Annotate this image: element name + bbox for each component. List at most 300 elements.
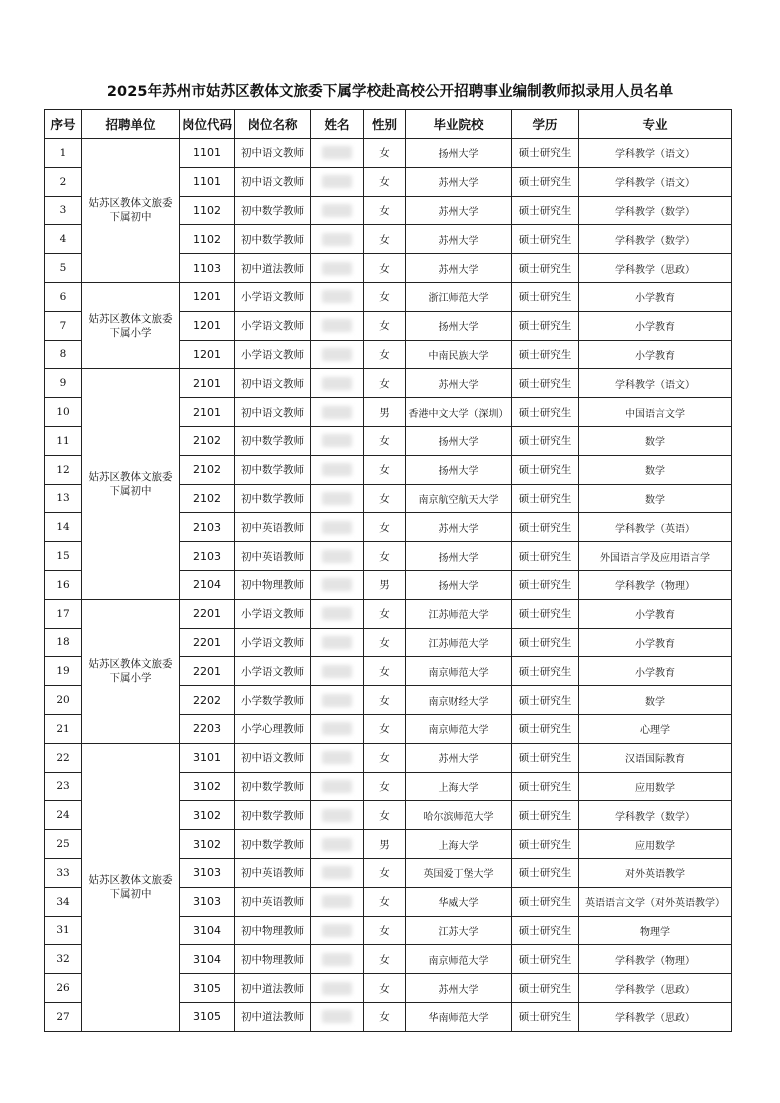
cell-sex: 女 [364, 196, 406, 225]
cell-post: 小学语文教师 [235, 282, 311, 311]
cell-school: 南京航空航天大学 [406, 484, 512, 513]
cell-no: 15 [45, 542, 82, 571]
cell-post: 初中英语教师 [235, 887, 311, 916]
cell-name [311, 311, 364, 340]
cell-sex: 女 [364, 167, 406, 196]
cell-major: 应用数学 [579, 772, 732, 801]
redacted-name [322, 319, 352, 332]
cell-degree: 硕士研究生 [512, 311, 579, 340]
cell-name [311, 714, 364, 743]
cell-sex: 女 [364, 455, 406, 484]
cell-degree: 硕士研究生 [512, 628, 579, 657]
cell-school: 香港中文大学（深圳） [406, 398, 512, 427]
cell-name [311, 398, 364, 427]
cell-degree: 硕士研究生 [512, 830, 579, 859]
cell-school: 南京师范大学 [406, 714, 512, 743]
cell-school: 苏州大学 [406, 196, 512, 225]
redacted-name [322, 233, 352, 246]
cell-code: 2102 [180, 455, 235, 484]
cell-no: 26 [45, 974, 82, 1003]
cell-school: 扬州大学 [406, 542, 512, 571]
cell-code: 2101 [180, 369, 235, 398]
cell-code: 3104 [180, 945, 235, 974]
header-school: 毕业院校 [406, 110, 512, 139]
redacted-name [322, 550, 352, 563]
cell-post: 初中数学教师 [235, 801, 311, 830]
cell-code: 2202 [180, 686, 235, 715]
cell-code: 1101 [180, 139, 235, 168]
cell-code: 2104 [180, 570, 235, 599]
cell-sex: 女 [364, 743, 406, 772]
cell-sex: 女 [364, 225, 406, 254]
cell-no: 14 [45, 513, 82, 542]
cell-unit: 姑苏区教体文旅委下属小学 [82, 599, 180, 743]
cell-name [311, 513, 364, 542]
cell-major: 小学教育 [579, 599, 732, 628]
redacted-name [322, 866, 352, 879]
cell-degree: 硕士研究生 [512, 225, 579, 254]
cell-name [311, 225, 364, 254]
cell-degree: 硕士研究生 [512, 570, 579, 599]
cell-code: 1102 [180, 225, 235, 254]
header-major: 专业 [579, 110, 732, 139]
cell-school: 江苏师范大学 [406, 628, 512, 657]
redacted-name [322, 492, 352, 505]
cell-school: 南京财经大学 [406, 686, 512, 715]
cell-school: 浙江师范大学 [406, 282, 512, 311]
table-row [45, 599, 732, 628]
cell-no: 2 [45, 167, 82, 196]
cell-name [311, 254, 364, 283]
cell-code: 3102 [180, 772, 235, 801]
cell-sex: 女 [364, 484, 406, 513]
cell-major: 学科教学（数学） [579, 801, 732, 830]
cell-school: 苏州大学 [406, 369, 512, 398]
cell-name [311, 858, 364, 887]
redacted-name [322, 463, 352, 476]
header-unit: 招聘单位 [82, 110, 180, 139]
cell-no: 18 [45, 628, 82, 657]
cell-sex: 女 [364, 254, 406, 283]
cell-degree: 硕士研究生 [512, 945, 579, 974]
cell-post: 小学语文教师 [235, 657, 311, 686]
cell-name [311, 945, 364, 974]
cell-code: 3104 [180, 916, 235, 945]
cell-code: 3103 [180, 858, 235, 887]
cell-major: 学科教学（语文） [579, 369, 732, 398]
cell-school: 上海大学 [406, 830, 512, 859]
cell-code: 3101 [180, 743, 235, 772]
redacted-name [322, 780, 352, 793]
cell-name [311, 196, 364, 225]
cell-school: 哈尔滨师范大学 [406, 801, 512, 830]
cell-name [311, 974, 364, 1003]
cell-name [311, 426, 364, 455]
cell-major: 心理学 [579, 714, 732, 743]
cell-sex: 女 [364, 974, 406, 1003]
cell-degree: 硕士研究生 [512, 167, 579, 196]
cell-post: 小学心理教师 [235, 714, 311, 743]
header-row [45, 110, 732, 139]
cell-code: 2203 [180, 714, 235, 743]
cell-major: 小学教育 [579, 311, 732, 340]
cell-post: 小学语文教师 [235, 599, 311, 628]
cell-code: 3102 [180, 801, 235, 830]
cell-sex: 女 [364, 369, 406, 398]
cell-sex: 女 [364, 657, 406, 686]
table-row [45, 139, 732, 168]
cell-degree: 硕士研究生 [512, 340, 579, 369]
cell-no: 9 [45, 369, 82, 398]
cell-school: 江苏大学 [406, 916, 512, 945]
cell-school: 上海大学 [406, 772, 512, 801]
cell-post: 初中英语教师 [235, 513, 311, 542]
cell-school: 苏州大学 [406, 743, 512, 772]
cell-code: 3105 [180, 974, 235, 1003]
table-body [45, 139, 732, 1032]
cell-major: 学科教学（思政） [579, 254, 732, 283]
cell-sex: 女 [364, 311, 406, 340]
cell-name [311, 167, 364, 196]
cell-school: 扬州大学 [406, 455, 512, 484]
header-code: 岗位代码 [180, 110, 235, 139]
redacted-name [322, 982, 352, 995]
cell-code: 2103 [180, 542, 235, 571]
cell-school: 苏州大学 [406, 225, 512, 254]
cell-no: 25 [45, 830, 82, 859]
cell-unit: 姑苏区教体文旅委下属初中 [82, 139, 180, 283]
cell-degree: 硕士研究生 [512, 196, 579, 225]
page-title: 2025年苏州市姑苏区教体文旅委下属学校赴高校公开招聘事业编制教师拟录用人员名单 [106, 84, 674, 100]
cell-code: 1101 [180, 167, 235, 196]
cell-degree: 硕士研究生 [512, 1002, 579, 1031]
cell-school: 扬州大学 [406, 311, 512, 340]
cell-post: 初中道法教师 [235, 254, 311, 283]
header-post: 岗位名称 [235, 110, 311, 139]
cell-code: 2201 [180, 657, 235, 686]
cell-post: 小学数学教师 [235, 686, 311, 715]
cell-no: 31 [45, 916, 82, 945]
cell-name [311, 628, 364, 657]
cell-degree: 硕士研究生 [512, 484, 579, 513]
cell-major: 数学 [579, 455, 732, 484]
cell-school: 江苏师范大学 [406, 599, 512, 628]
cell-school: 华威大学 [406, 887, 512, 916]
cell-degree: 硕士研究生 [512, 426, 579, 455]
cell-major: 学科教学（物理） [579, 945, 732, 974]
cell-major: 中国语言文学 [579, 398, 732, 427]
cell-no: 19 [45, 657, 82, 686]
cell-school: 扬州大学 [406, 570, 512, 599]
cell-post: 初中英语教师 [235, 858, 311, 887]
cell-code: 1103 [180, 254, 235, 283]
cell-no: 23 [45, 772, 82, 801]
cell-sex: 女 [364, 542, 406, 571]
redacted-name [322, 895, 352, 908]
redacted-name [322, 924, 352, 937]
cell-school: 苏州大学 [406, 254, 512, 283]
cell-post: 初中语文教师 [235, 743, 311, 772]
cell-major: 学科教学（语文） [579, 139, 732, 168]
cell-no: 22 [45, 743, 82, 772]
redacted-name [322, 406, 352, 419]
cell-major: 数学 [579, 484, 732, 513]
cell-sex: 女 [364, 599, 406, 628]
cell-major: 学科教学（英语） [579, 513, 732, 542]
cell-major: 数学 [579, 686, 732, 715]
cell-name [311, 455, 364, 484]
cell-name [311, 887, 364, 916]
redacted-name [322, 665, 352, 678]
cell-major: 学科教学（语文） [579, 167, 732, 196]
cell-post: 初中数学教师 [235, 772, 311, 801]
cell-no: 8 [45, 340, 82, 369]
cell-major: 学科教学（思政） [579, 1002, 732, 1031]
cell-no: 10 [45, 398, 82, 427]
cell-sex: 女 [364, 714, 406, 743]
cell-post: 初中数学教师 [235, 830, 311, 859]
cell-no: 32 [45, 945, 82, 974]
redacted-name [322, 377, 352, 390]
cell-post: 小学语文教师 [235, 628, 311, 657]
cell-post: 初中语文教师 [235, 398, 311, 427]
cell-name [311, 830, 364, 859]
cell-major: 英语语言文学（对外英语教学） [579, 887, 732, 916]
cell-name [311, 686, 364, 715]
cell-sex: 女 [364, 513, 406, 542]
cell-no: 4 [45, 225, 82, 254]
cell-no: 1 [45, 139, 82, 168]
cell-name [311, 657, 364, 686]
cell-degree: 硕士研究生 [512, 369, 579, 398]
cell-sex: 女 [364, 686, 406, 715]
redacted-name [322, 1010, 352, 1023]
cell-degree: 硕士研究生 [512, 254, 579, 283]
cell-name [311, 743, 364, 772]
cell-post: 初中数学教师 [235, 455, 311, 484]
cell-code: 3105 [180, 1002, 235, 1031]
cell-degree: 硕士研究生 [512, 743, 579, 772]
cell-degree: 硕士研究生 [512, 686, 579, 715]
cell-major: 汉语国际教育 [579, 743, 732, 772]
cell-major: 数学 [579, 426, 732, 455]
cell-no: 34 [45, 887, 82, 916]
cell-no: 11 [45, 426, 82, 455]
cell-sex: 女 [364, 1002, 406, 1031]
cell-code: 1201 [180, 340, 235, 369]
cell-post: 初中语文教师 [235, 369, 311, 398]
cell-degree: 硕士研究生 [512, 398, 579, 427]
cell-name [311, 282, 364, 311]
cell-code: 1201 [180, 282, 235, 311]
redacted-name [322, 175, 352, 188]
redacted-name [322, 809, 352, 822]
cell-code: 3102 [180, 830, 235, 859]
cell-name [311, 570, 364, 599]
cell-no: 20 [45, 686, 82, 715]
cell-sex: 女 [364, 282, 406, 311]
cell-major: 物理学 [579, 916, 732, 945]
cell-sex: 女 [364, 426, 406, 455]
cell-code: 3103 [180, 887, 235, 916]
cell-no: 21 [45, 714, 82, 743]
cell-no: 17 [45, 599, 82, 628]
cell-name [311, 139, 364, 168]
cell-degree: 硕士研究生 [512, 974, 579, 1003]
cell-post: 初中英语教师 [235, 542, 311, 571]
cell-school: 中南民族大学 [406, 340, 512, 369]
cell-no: 27 [45, 1002, 82, 1031]
cell-major: 对外英语教学 [579, 858, 732, 887]
cell-major: 学科教学（数学） [579, 196, 732, 225]
cell-name [311, 1002, 364, 1031]
cell-name [311, 484, 364, 513]
cell-code: 2101 [180, 398, 235, 427]
redacted-name [322, 636, 352, 649]
cell-no: 33 [45, 858, 82, 887]
redacted-name [322, 953, 352, 966]
cell-post: 小学语文教师 [235, 340, 311, 369]
cell-post: 初中数学教师 [235, 484, 311, 513]
header-no: 序号 [45, 110, 82, 139]
cell-code: 2102 [180, 484, 235, 513]
cell-name [311, 369, 364, 398]
cell-sex: 男 [364, 570, 406, 599]
cell-no: 3 [45, 196, 82, 225]
redacted-name [322, 434, 352, 447]
cell-code: 2103 [180, 513, 235, 542]
redacted-name [322, 290, 352, 303]
cell-major: 小学教育 [579, 628, 732, 657]
cell-post: 初中数学教师 [235, 196, 311, 225]
cell-degree: 硕士研究生 [512, 657, 579, 686]
cell-unit: 姑苏区教体文旅委下属初中 [82, 369, 180, 599]
cell-name [311, 801, 364, 830]
header-name: 姓名 [311, 110, 364, 139]
cell-degree: 硕士研究生 [512, 513, 579, 542]
cell-post: 初中物理教师 [235, 945, 311, 974]
cell-post: 初中数学教师 [235, 225, 311, 254]
cell-sex: 女 [364, 887, 406, 916]
redacted-name [322, 751, 352, 764]
cell-degree: 硕士研究生 [512, 714, 579, 743]
cell-school: 苏州大学 [406, 974, 512, 1003]
cell-sex: 女 [364, 858, 406, 887]
cell-sex: 女 [364, 772, 406, 801]
cell-code: 2201 [180, 628, 235, 657]
redacted-name [322, 578, 352, 591]
cell-major: 应用数学 [579, 830, 732, 859]
cell-major: 外国语言学及应用语言学 [579, 542, 732, 571]
cell-major: 小学教育 [579, 282, 732, 311]
cell-post: 初中语文教师 [235, 167, 311, 196]
cell-degree: 硕士研究生 [512, 801, 579, 830]
cell-major: 小学教育 [579, 340, 732, 369]
cell-code: 1201 [180, 311, 235, 340]
redacted-name [322, 694, 352, 707]
cell-sex: 女 [364, 945, 406, 974]
redacted-name [322, 348, 352, 361]
table-row [45, 282, 732, 311]
cell-post: 初中道法教师 [235, 1002, 311, 1031]
cell-name [311, 772, 364, 801]
cell-no: 6 [45, 282, 82, 311]
cell-post: 初中道法教师 [235, 974, 311, 1003]
cell-code: 2201 [180, 599, 235, 628]
cell-degree: 硕士研究生 [512, 282, 579, 311]
cell-school: 扬州大学 [406, 426, 512, 455]
cell-sex: 男 [364, 830, 406, 859]
cell-sex: 女 [364, 340, 406, 369]
redacted-name [322, 521, 352, 534]
header-degree: 学历 [512, 110, 579, 139]
cell-major: 学科教学（数学） [579, 225, 732, 254]
cell-no: 16 [45, 570, 82, 599]
cell-code: 1102 [180, 196, 235, 225]
table-row [45, 369, 732, 398]
cell-post: 初中物理教师 [235, 570, 311, 599]
cell-school: 英国爱丁堡大学 [406, 858, 512, 887]
cell-name [311, 542, 364, 571]
cell-post: 初中物理教师 [235, 916, 311, 945]
cell-post: 初中数学教师 [235, 426, 311, 455]
cell-school: 南京师范大学 [406, 657, 512, 686]
cell-school: 苏州大学 [406, 167, 512, 196]
cell-sex: 女 [364, 916, 406, 945]
cell-school: 扬州大学 [406, 139, 512, 168]
cell-name [311, 599, 364, 628]
cell-post: 小学语文教师 [235, 311, 311, 340]
cell-major: 学科教学（物理） [579, 570, 732, 599]
cell-degree: 硕士研究生 [512, 772, 579, 801]
cell-school: 南京师范大学 [406, 945, 512, 974]
redacted-name [322, 607, 352, 620]
cell-unit: 姑苏区教体文旅委下属小学 [82, 282, 180, 368]
cell-major: 小学教育 [579, 657, 732, 686]
cell-degree: 硕士研究生 [512, 858, 579, 887]
cell-no: 13 [45, 484, 82, 513]
cell-post: 初中语文教师 [235, 139, 311, 168]
cell-degree: 硕士研究生 [512, 139, 579, 168]
redacted-name [322, 204, 352, 217]
cell-sex: 男 [364, 398, 406, 427]
cell-degree: 硕士研究生 [512, 887, 579, 916]
cell-sex: 女 [364, 628, 406, 657]
header-sex: 性别 [364, 110, 406, 139]
cell-no: 12 [45, 455, 82, 484]
cell-major: 学科教学（思政） [579, 974, 732, 1003]
recruitment-table [44, 109, 732, 1032]
cell-sex: 女 [364, 801, 406, 830]
cell-degree: 硕士研究生 [512, 542, 579, 571]
cell-no: 7 [45, 311, 82, 340]
cell-name [311, 340, 364, 369]
cell-sex: 女 [364, 139, 406, 168]
cell-degree: 硕士研究生 [512, 455, 579, 484]
cell-degree: 硕士研究生 [512, 916, 579, 945]
cell-no: 5 [45, 254, 82, 283]
table-row [45, 743, 732, 772]
redacted-name [322, 722, 352, 735]
cell-school: 华南师范大学 [406, 1002, 512, 1031]
redacted-name [322, 146, 352, 159]
cell-unit: 姑苏区教体文旅委下属初中 [82, 743, 180, 1031]
cell-school: 苏州大学 [406, 513, 512, 542]
cell-name [311, 916, 364, 945]
cell-degree: 硕士研究生 [512, 599, 579, 628]
cell-no: 24 [45, 801, 82, 830]
cell-code: 2102 [180, 426, 235, 455]
